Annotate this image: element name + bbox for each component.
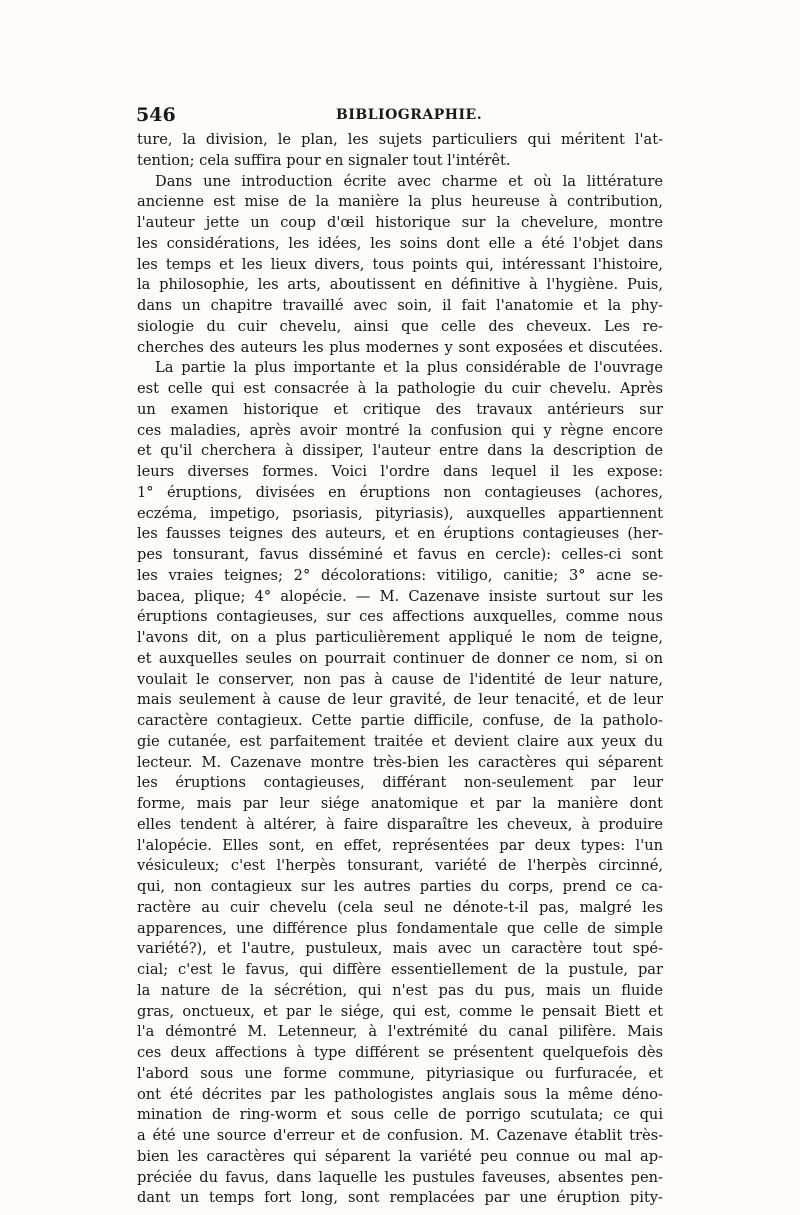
text-line: l'alopécie. Elles sont, en effet, représentées par deux types: l'un: [137, 836, 663, 854]
text-line: pes tonsurant, favus disséminé et favus en cercle): celles-ci sont: [137, 546, 663, 563]
text-line: ractère au cuir chevelu (cela seul ne dénote-t-il pas, malgré les: [137, 898, 663, 916]
page-number: 546: [136, 104, 176, 126]
text-line: dant un temps fort long, sont remplacées par une éruption pity-: [137, 1189, 663, 1207]
text-line: éruptions contagieuses, sur ces affections auxquelles, comme nous: [137, 608, 663, 626]
text-line: mais seulement à cause de leur gravité, de leur tenacité, et de leur: [137, 691, 663, 709]
paragraph-start-line: La partie la plus importante et la plus considérable de l'ouvrage: [155, 359, 663, 377]
text-line: apparences, une différence plus fondamentale que celle de simple: [137, 919, 663, 937]
text-line: un examen historique et critique des travaux antérieurs sur: [137, 400, 663, 418]
text-line: ces deux affections à type différent se présentent quelquefois dès: [137, 1044, 663, 1061]
paragraph-start-line: Dans une introduction écrite avec charme et où la littérature: [155, 172, 663, 190]
text-line: l'a démontré M. Letenneur, à l'extrémité du canal pilifère. Mais: [137, 1023, 663, 1041]
text-line: caractère contagieux. Cette partie difficile, confuse, de la patholo-: [137, 712, 663, 729]
text-line: gie cutanée, est parfaitement traitée et devient claire aux yeux du: [137, 732, 663, 750]
text-line: qui, non contagieux sur les autres parties du corps, prend ce ca-: [137, 878, 663, 895]
text-line: les temps et les lieux divers, tous points qui, intéressant l'histoire,: [137, 255, 663, 273]
text-line: l'abord sous une forme commune, pityriasique ou furfuracée, et: [137, 1064, 663, 1082]
text-line: est celle qui est consacrée à la pathologie du cuir chevelu. Après: [137, 380, 663, 397]
text-line: ancienne est mise de la manière la plus heureuse à contribution,: [137, 193, 663, 211]
text-line: bien les caractères qui séparent la variété peu connue ou mal ap-: [137, 1147, 663, 1165]
text-line: forme, mais par leur siége anatomique et par la manière dont: [137, 795, 663, 812]
text-line: lecteur. M. Cazenave montre très-bien les caractères qui séparent: [137, 753, 663, 771]
text-line: bacea, plique; 4° alopécie. — M. Cazenave insiste surtout sur les: [137, 587, 663, 605]
text-line: l'auteur jette un coup d'œil historique sur la chevelure, montre: [137, 214, 663, 231]
text-line: les vraies teignes; 2° décolorations: vitiligo, canitie; 3° acne se-: [137, 566, 663, 584]
text-line: siologie du cuir chevelu, ainsi que celle des cheveux. Les re-: [137, 317, 663, 335]
text-line: elles tendent à altérer, à faire disparaître les cheveux, à produire: [137, 815, 663, 833]
text-line: variété?), et l'autre, pustuleux, mais avec un caractère tout spé-: [137, 940, 663, 958]
text-line: ture, la division, le plan, les sujets particuliers qui méritent l'at-: [137, 131, 663, 148]
text-line: et auxquelles seules on pourrait continuer de donner ce nom, si on: [137, 649, 663, 667]
text-line: les éruptions contagieuses, différant non-seulement par leur: [137, 774, 663, 792]
text-line: eczéma, impetigo, psoriasis, pityriasis), auxquelles appartiennent: [137, 504, 663, 522]
running-head: BIBLIOGRAPHIE.: [336, 107, 483, 123]
text-line: cial; c'est le favus, qui diffère essentiellement de la pustule, par: [137, 961, 663, 978]
text-line: dans un chapitre travaillé avec soin, il fait l'anatomie et la phy-: [137, 297, 663, 314]
text-line: ont été décrites par les pathologistes anglais sous la même déno-: [137, 1085, 663, 1103]
text-line: leurs diverses formes. Voici l'ordre dans lequel il les expose:: [137, 463, 663, 480]
body-text: [137, 130, 663, 1209]
text-line: vésiculeux; c'est l'herpès tonsurant, variété de l'herpès circinné,: [137, 857, 663, 875]
text-line: préciée du favus, dans laquelle les pustules faveuses, absentes pen-: [137, 1168, 663, 1186]
text-line: les considérations, les idées, les soins dont elle a été l'objet dans: [137, 234, 663, 252]
text-line: et qu'il cherchera à dissiper, l'auteur entre dans la description de: [137, 442, 663, 460]
text-line: a été une source d'erreur et de confusion. M. Cazenave établit très-: [137, 1127, 663, 1144]
text-line: mination de ring-worm et sous celle de porrigo scutulata; ce qui: [137, 1106, 663, 1124]
text-line: cherches des auteurs les plus modernes y sont exposées et discutées.: [137, 338, 663, 356]
text-line: voulait le conserver, non pas à cause de l'identité de leur nature,: [137, 670, 663, 688]
text-line: tention; cela suffira pour en signaler tout l'intérêt.: [137, 151, 511, 169]
text-line: la philosophie, les arts, aboutissent en définitive à l'hygiène. Puis,: [137, 276, 663, 294]
text-line: les fausses teignes des auteurs, et en éruptions contagieuses (her-: [137, 525, 663, 543]
text-line: 1° éruptions, divisées en éruptions non contagieuses (achores,: [137, 483, 663, 501]
page-header: [136, 104, 668, 126]
text-line: gras, onctueux, et par le siége, qui est, comme le pensait Biett et: [137, 1002, 663, 1020]
text-line: l'avons dit, on a plus particulièrement appliqué le nom de teigne,: [137, 629, 663, 646]
text-line: ces maladies, après avoir montré la confusion qui y règne encore: [137, 421, 663, 439]
text-line: la nature de la sécrétion, qui n'est pas du pus, mais un fluide: [137, 981, 663, 999]
